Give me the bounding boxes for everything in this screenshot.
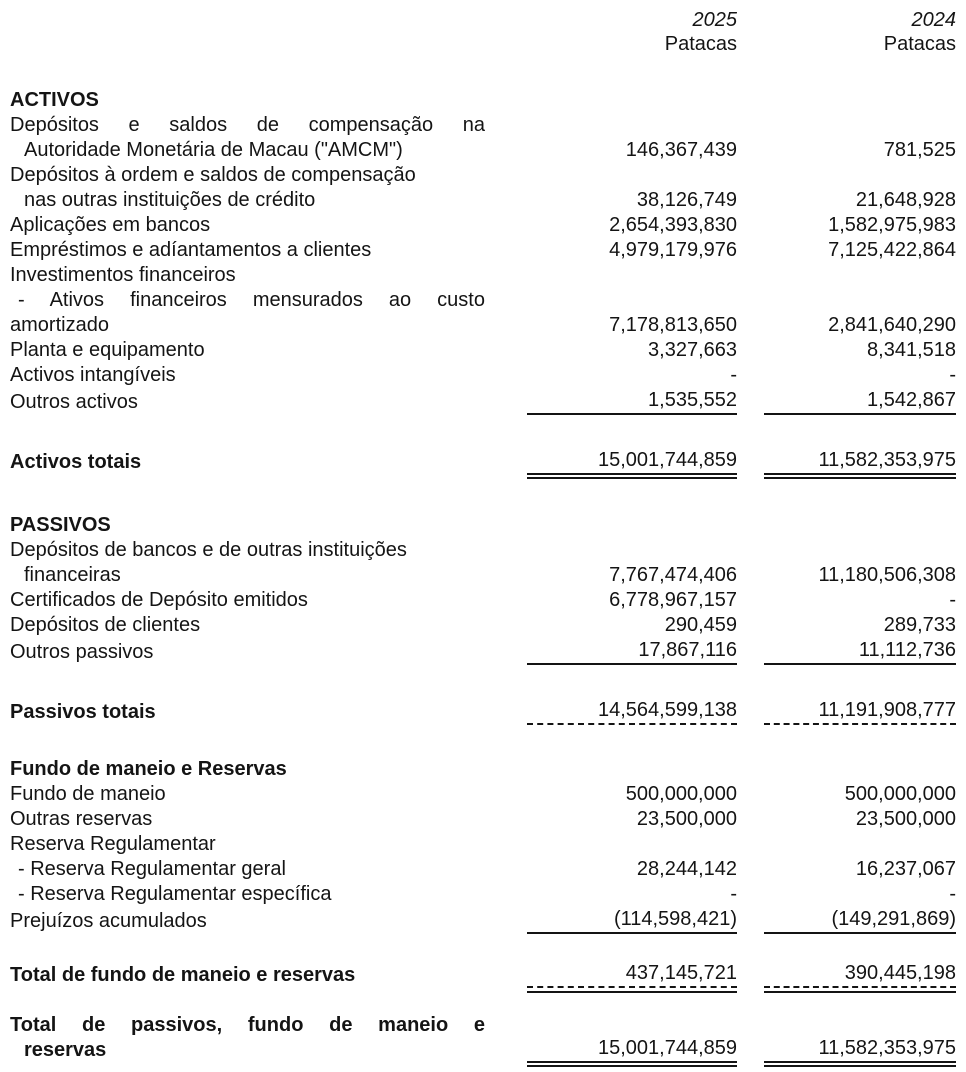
label-line: - Reserva Regulamentar específica bbox=[18, 883, 332, 905]
row-spacer bbox=[10, 934, 966, 961]
row-label bbox=[10, 113, 527, 163]
value-2025: 3,327,663 bbox=[648, 339, 737, 361]
label-line: Depósitos de bancos e de outras instituições bbox=[10, 539, 407, 561]
row-label bbox=[10, 263, 527, 338]
label-line: - Reserva Regulamentar geral bbox=[18, 858, 286, 880]
column-headers bbox=[10, 8, 966, 56]
value-2025: 17,867,116 bbox=[527, 638, 737, 665]
value-2024: 11,582,353,975 bbox=[764, 448, 956, 475]
label-line: Activos intangíveis bbox=[10, 364, 176, 386]
table-row bbox=[10, 961, 966, 988]
label-line: Aplicações em bancos bbox=[10, 214, 211, 236]
label-line: Total de fundo de maneio e reservas bbox=[10, 964, 356, 986]
section-heading-row bbox=[10, 513, 966, 538]
value-2024 bbox=[764, 832, 956, 857]
value-2025: 7,178,813,650 bbox=[609, 314, 737, 336]
value-2024: 11,180,506,308 bbox=[818, 564, 956, 586]
row-label bbox=[10, 338, 527, 363]
unit-2025-label: Patacas bbox=[664, 33, 737, 55]
value-2025: - bbox=[730, 364, 737, 386]
row-label bbox=[10, 588, 527, 613]
value-2025: 28,244,142 bbox=[636, 858, 737, 880]
section-heading-row bbox=[10, 88, 966, 113]
row-spacer bbox=[10, 665, 966, 698]
table-row bbox=[10, 588, 966, 613]
row-label bbox=[10, 390, 527, 415]
value-2025: 4,979,179,976 bbox=[609, 239, 737, 261]
label-line: Total de passivos, fundo de maneio e bbox=[10, 1014, 485, 1036]
value-2024: 500,000,000 bbox=[844, 783, 956, 805]
label-line: Empréstimos e adíantamentos a clientes bbox=[10, 239, 372, 261]
value-2025: 14,564,599,138 bbox=[527, 698, 737, 725]
label-line: Depósitos de clientes bbox=[10, 614, 201, 636]
row-label bbox=[10, 807, 527, 832]
unit-2024-label: Patacas bbox=[883, 33, 956, 55]
row-label bbox=[10, 782, 527, 807]
value-2025: 23,500,000 bbox=[636, 808, 737, 830]
row-label bbox=[10, 857, 527, 882]
row-label bbox=[10, 513, 527, 538]
value-2025: 15,001,744,859 bbox=[527, 1036, 737, 1063]
value-2025: 1,535,552 bbox=[527, 388, 737, 415]
column-header-2025 bbox=[527, 8, 737, 56]
table-row bbox=[10, 782, 966, 807]
row-label bbox=[10, 163, 527, 213]
value-2024: 1,542,867 bbox=[764, 388, 956, 415]
table-row bbox=[10, 1013, 966, 1063]
label-line: Investimentos financeiros bbox=[10, 264, 236, 286]
value-2025: - bbox=[730, 883, 737, 905]
table-row bbox=[10, 613, 966, 638]
table-row bbox=[10, 388, 966, 415]
value-2024: (149,291,869) bbox=[764, 907, 956, 934]
value-2024: 21,648,928 bbox=[855, 189, 956, 211]
value-2025: (114,598,421) bbox=[527, 907, 737, 934]
table-row bbox=[10, 907, 966, 934]
row-label bbox=[10, 963, 527, 988]
table-row bbox=[10, 832, 966, 857]
value-2024: - bbox=[949, 883, 956, 905]
column-header-2024 bbox=[764, 8, 956, 56]
row-spacer bbox=[10, 415, 966, 448]
value-2024: 11,191,908,777 bbox=[764, 698, 956, 725]
value-2025: 2,654,393,830 bbox=[609, 214, 737, 236]
row-label bbox=[10, 538, 527, 588]
value-2025: 7,767,474,406 bbox=[609, 564, 737, 586]
label-line: PASSIVOS bbox=[10, 514, 111, 536]
row-label bbox=[10, 700, 527, 725]
value-2025: 15,001,744,859 bbox=[527, 448, 737, 475]
row-label bbox=[10, 640, 527, 665]
value-2024: - bbox=[949, 589, 956, 611]
label-line: Reserva Regulamentar bbox=[10, 833, 216, 855]
label-line: Depósitos à ordem e saldos de compensação bbox=[10, 164, 416, 186]
value-2025: 38,126,749 bbox=[636, 189, 737, 211]
value-2024: 16,237,067 bbox=[855, 858, 956, 880]
value-2024 bbox=[764, 88, 956, 113]
label-line: Activos totais bbox=[10, 451, 142, 473]
row-label bbox=[10, 213, 527, 238]
value-2025 bbox=[527, 757, 737, 782]
statement-body bbox=[10, 88, 966, 1063]
label-line: Fundo de maneio bbox=[10, 783, 166, 805]
label-line: Passivos totais bbox=[10, 701, 156, 723]
table-row bbox=[10, 163, 966, 213]
value-2024: 11,112,736 bbox=[764, 638, 956, 665]
row-label bbox=[10, 1013, 527, 1063]
label-line: amortizado bbox=[10, 314, 109, 336]
row-spacer bbox=[10, 475, 966, 513]
label-line: nas outras instituições de crédito bbox=[24, 189, 316, 211]
value-2024: 8,341,518 bbox=[867, 339, 956, 361]
table-row bbox=[10, 238, 966, 263]
value-2024 bbox=[764, 513, 956, 538]
row-label bbox=[10, 613, 527, 638]
label-line: Depósitos e saldos de compensação na bbox=[10, 114, 485, 136]
value-2025: 437,145,721 bbox=[527, 961, 737, 988]
row-label bbox=[10, 88, 527, 113]
value-2024: 23,500,000 bbox=[855, 808, 956, 830]
row-label bbox=[10, 882, 527, 907]
value-2025: 6,778,967,157 bbox=[609, 589, 737, 611]
row-label bbox=[10, 450, 527, 475]
row-spacer bbox=[10, 725, 966, 757]
value-2024 bbox=[764, 757, 956, 782]
value-2024: 289,733 bbox=[883, 614, 956, 636]
value-2025 bbox=[527, 513, 737, 538]
value-2025: 500,000,000 bbox=[625, 783, 737, 805]
label-line: Fundo de maneio e Reservas bbox=[10, 758, 287, 780]
table-row bbox=[10, 363, 966, 388]
label-line: - Ativos financeiros mensurados ao custo bbox=[18, 289, 485, 311]
table-row bbox=[10, 448, 966, 475]
label-line: Autoridade Monetária de Macau ("AMCM") bbox=[24, 139, 403, 161]
label-line: reservas bbox=[24, 1039, 107, 1061]
table-row bbox=[10, 213, 966, 238]
table-row bbox=[10, 338, 966, 363]
table-row bbox=[10, 538, 966, 588]
value-2024: - bbox=[949, 364, 956, 386]
label-line: Outras reservas bbox=[10, 808, 153, 830]
value-2024: 11,582,353,975 bbox=[764, 1036, 956, 1063]
value-2025 bbox=[527, 88, 737, 113]
row-label bbox=[10, 238, 527, 263]
table-row bbox=[10, 698, 966, 725]
year-2025-label: 2025 bbox=[692, 9, 737, 31]
row-label bbox=[10, 757, 527, 782]
table-row bbox=[10, 857, 966, 882]
table-row bbox=[10, 263, 966, 338]
row-label bbox=[10, 363, 527, 388]
label-line: Prejuízos acumulados bbox=[10, 910, 207, 932]
value-2025: 290,459 bbox=[664, 614, 737, 636]
value-2024: 781,525 bbox=[883, 139, 956, 161]
value-2024: 1,582,975,983 bbox=[828, 214, 956, 236]
label-line: Outros activos bbox=[10, 391, 138, 413]
value-2024: 390,445,198 bbox=[764, 961, 956, 988]
table-row bbox=[10, 638, 966, 665]
year-2024-label: 2024 bbox=[911, 9, 956, 31]
section-heading-row bbox=[10, 757, 966, 782]
row-label bbox=[10, 832, 527, 857]
value-2024: 2,841,640,290 bbox=[828, 314, 956, 336]
label-line: Certificados de Depósito emitidos bbox=[10, 589, 308, 611]
value-2024: 7,125,422,864 bbox=[828, 239, 956, 261]
value-2025: 146,367,439 bbox=[625, 139, 737, 161]
value-2025 bbox=[527, 832, 737, 857]
table-row bbox=[10, 807, 966, 832]
table-row bbox=[10, 882, 966, 907]
row-label bbox=[10, 909, 527, 934]
label-line: ACTIVOS bbox=[10, 89, 99, 111]
label-line: financeiras bbox=[24, 564, 121, 586]
label-line: Outros passivos bbox=[10, 641, 154, 663]
table-row bbox=[10, 113, 966, 163]
label-line: Planta e equipamento bbox=[10, 339, 205, 361]
